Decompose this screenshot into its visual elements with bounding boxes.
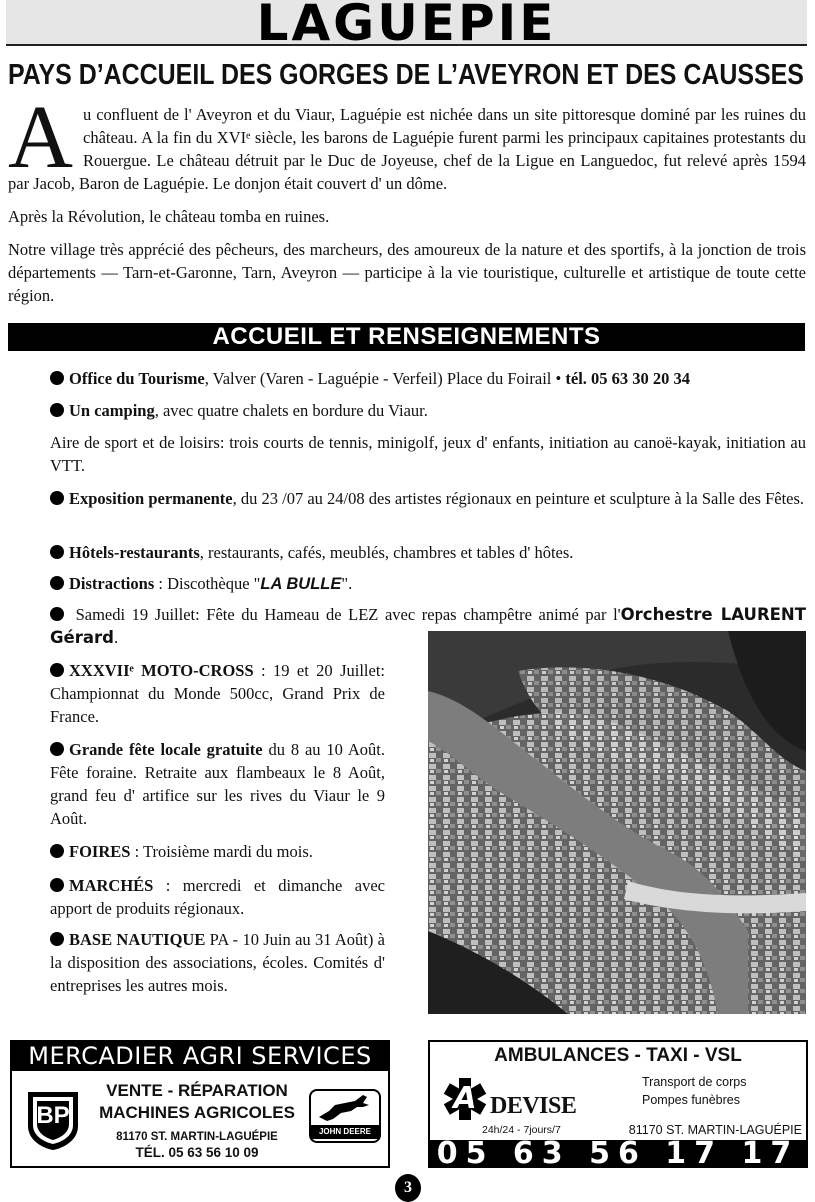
item-office (50, 367, 806, 390)
ad1-address: 81170 ST. MARTIN-LAGUÉPIE (116, 1131, 278, 1143)
item-label: Exposition permanente (69, 489, 233, 508)
ad2-service1: Transport de corps (642, 1075, 747, 1089)
john-deere-logo (309, 1089, 381, 1143)
item-text: , du 23 /07 au 24/08 des artistes régionaux en peinture et sculpture à la Salle des Fêtes. (232, 489, 805, 508)
ad-mercadier-header: MERCADIER AGRI SERVICES (12, 1042, 388, 1071)
intro-paragraph-3: Notre village très apprécié des pêcheurs, des marcheurs, des amoureux de la nature et des sportifs, à la jonction de trois départements — Tarn-et-Garonne, Tarn, Aveyron — participe à la vie touristique, culturelle et artistique de toute cette région. (8, 240, 806, 305)
bullet-icon (50, 371, 64, 385)
ad-mercadier (10, 1040, 390, 1168)
item-label: Office du Tourisme (69, 369, 205, 388)
page-title: LAGUEPIE (256, 0, 557, 52)
item-fete (50, 738, 385, 830)
bullet-icon (50, 403, 64, 417)
ad2-hours: 24h/24 - 7jours/7 (482, 1124, 561, 1136)
bp-logo (24, 1088, 82, 1152)
item-label: Distractions (69, 574, 155, 593)
item-label: Grande fête locale gratuite (69, 740, 263, 759)
ad-adevise (428, 1040, 808, 1171)
item-text-end: ". (341, 574, 353, 593)
ad2-header: AMBULANCES - TAXI - VSL (494, 1045, 742, 1066)
item-text: Samedi 19 Juillet: Fête du Hameau de LEZ avec repas champêtre animé par l' (69, 605, 621, 624)
aerial-village-photo (428, 631, 806, 1014)
ad1-line2: MACHINES AGRICOLES (99, 1103, 295, 1122)
bullet-icon (50, 844, 64, 858)
item-text: du 8 au 10 Août. Fête foraine. Retraite aux flambeaux le 8 Août, grand feu d' artifice sur les rives du Viaur le 9 Août. (50, 740, 386, 828)
item-text-end: . (113, 628, 119, 647)
ad2-phone: 05 63 56 17 17 (428, 1140, 808, 1168)
orchestra-name: Orchestre LAURENT Gérard (50, 605, 806, 647)
item-text: PA - 10 Juin au 31 Août) à la disposition des associations, écoles. Comités d' entreprises les autres mois. (50, 930, 385, 995)
item-text: , Valver (Varen - Laguépie - Verfeil) Place du Foirail • (204, 369, 566, 388)
deer-icon (311, 1091, 379, 1127)
item-label: FOIRES (69, 842, 131, 861)
phone-number: tél. 05 63 30 20 34 (565, 369, 691, 388)
section-title: ACCUEIL ET RENSEIGNEMENTS (212, 323, 601, 350)
item-text: : 19 et 20 Juillet: Championnat du Monde 500cc, Grand Prix de France. (50, 661, 385, 726)
section-header (8, 323, 805, 351)
item-label: Hôtels-restaurants (69, 543, 200, 562)
item-sport: Aire de sport et de loisirs: trois courts de tennis, minigolf, jeux d' enfants, initiation au canoë-kayak, initiation au VTT. (50, 433, 806, 475)
item-base-nautique (50, 928, 385, 997)
item-marches (50, 874, 385, 920)
ad1-phone: TÉL. 05 63 56 10 09 (135, 1145, 259, 1160)
aerial-photo-drawing (428, 631, 806, 1014)
bullet-icon (50, 742, 64, 756)
logo-letter: A (453, 1081, 477, 1116)
item-text: : Discothèque " (154, 574, 261, 593)
bullet-icon (50, 663, 64, 677)
star-of-life-icon (442, 1076, 488, 1122)
bullet-icon (50, 576, 64, 590)
item-motocross (50, 659, 385, 728)
item-text: : mercredi et dimanche avec apport de produits régionaux. (50, 876, 385, 918)
item-exposition (50, 487, 806, 510)
item-camping (50, 399, 806, 422)
adevise-logo-text: DEVISE (490, 1093, 577, 1119)
item-text: , avec quatre chalets en bordure du Viaur. (154, 401, 428, 420)
bullet-icon (50, 932, 64, 946)
bp-logo-text: BP (36, 1102, 70, 1129)
intro-paragraph-1 (8, 88, 806, 195)
item-label: XXXVIIᵉ MOTO-CROSS (69, 661, 254, 680)
item-label: Un camping (69, 401, 155, 420)
intro-text (8, 88, 806, 317)
page-number: 3 (395, 1174, 421, 1202)
page-subtitle: PAYS D’ACCUEIL DES GORGES DE L’AVEYRON ET DES CAUSSES (8, 59, 804, 91)
item-foires (50, 840, 385, 863)
ad2-service2: Pompes funèbres (642, 1093, 740, 1107)
bullet-icon (50, 607, 64, 621)
bullet-icon (50, 545, 64, 559)
intro-paragraph-2: Après la Révolution, le château tomba en ruines. (8, 207, 330, 226)
ad1-line1: VENTE - RÉPARATION (106, 1081, 288, 1100)
item-text: : Troisième mardi du mois. (130, 842, 313, 861)
drop-cap: A (8, 88, 73, 187)
ad2-address: 81170 ST. MARTIN-LAGUÉPIE (628, 1123, 802, 1137)
bullet-icon (50, 491, 64, 505)
item-text: , restaurants, cafés, meublés, chambres et tables d' hôtes. (199, 543, 574, 562)
bullet-icon (50, 878, 64, 892)
intro-p1-text: u confluent de l' Aveyron et du Viaur, Laguépie est nichée dans un site pittoresque dominé par les ruines du château. A la fin du XVIᵉ siècle, les barons de Laguépie furent parmi les principaux capitaines protestants du Rouergue. Le château détruit par le Duc de Joyeuse, chef de la Ligue en Languedoc, fut relevé après 1594 par Jacob, Baron de Laguépie. Le donjon était couvert d' un dôme. (8, 105, 806, 193)
item-hotels (50, 541, 806, 564)
item-distractions (50, 572, 806, 596)
john-deere-text: JOHN DEERE (311, 1125, 379, 1139)
item-label: BASE NAUTIQUE (69, 930, 206, 949)
club-name: LA BULLE (260, 575, 342, 593)
item-label: MARCHÉS (69, 876, 154, 895)
page-title-bar (6, 0, 807, 52)
